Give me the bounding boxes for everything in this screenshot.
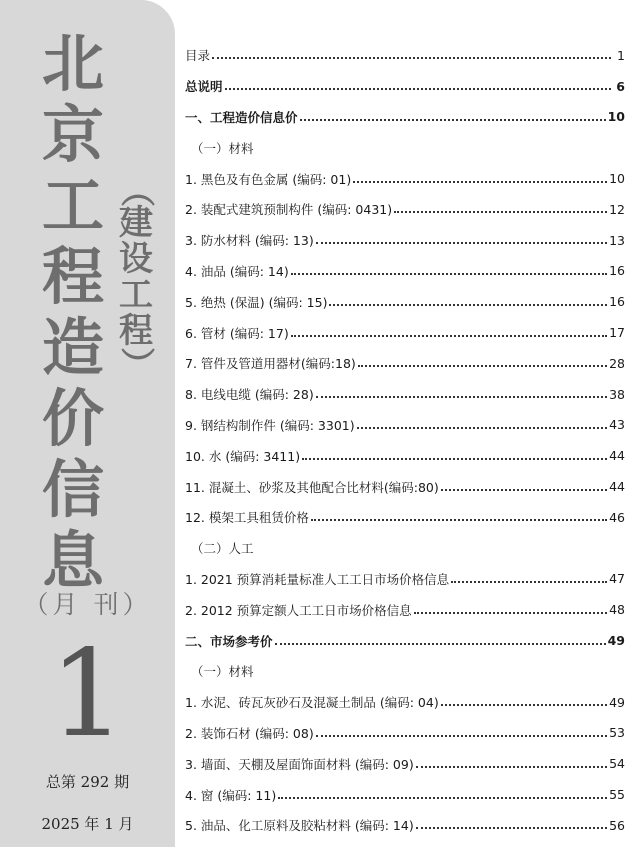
dot-leader bbox=[353, 181, 607, 183]
toc-entry-page: 56 bbox=[609, 817, 625, 833]
dot-leader bbox=[316, 735, 607, 737]
toc-entry-label: 2. 装配式建筑预制构件 (编码: 0431) bbox=[185, 202, 393, 218]
toc-entry[interactable] bbox=[185, 194, 625, 225]
toc-entry[interactable] bbox=[185, 256, 625, 287]
toc-entry-label: 2. 2012 预算定额人工工日市场价格信息 bbox=[185, 602, 412, 618]
toc-entry-page: 47 bbox=[609, 571, 625, 587]
toc-entry-label: 总说明 bbox=[185, 79, 223, 95]
toc-entry-label: 1. 黑色及有色金属 (编码: 01) bbox=[185, 171, 352, 187]
toc-entry-label: 9. 钢结构制作件 (编码: 3301) bbox=[185, 417, 355, 433]
dot-leader bbox=[316, 396, 607, 398]
toc-entry-label: （一）材料 bbox=[191, 140, 254, 156]
publication-subtitle bbox=[114, 175, 158, 379]
toc-entry[interactable] bbox=[185, 410, 625, 441]
toc-entry[interactable] bbox=[185, 225, 625, 256]
toc-entry-label: 3. 墙面、天棚及屋面饰面材料 (编码: 09) bbox=[185, 756, 414, 772]
toc-entry-page: 10 bbox=[607, 109, 625, 125]
toc-entry-label: 一、工程造价信息价 bbox=[185, 109, 298, 125]
toc-entry-label: （二）人工 bbox=[191, 541, 254, 557]
toc-entry-page: 16 bbox=[609, 294, 625, 310]
toc-entry-page: 53 bbox=[609, 725, 625, 741]
toc-entry[interactable] bbox=[185, 687, 625, 718]
toc-entry-label: 7. 管件及管道用器材(编码:18) bbox=[185, 356, 356, 372]
toc-entry[interactable] bbox=[185, 533, 625, 564]
dot-leader bbox=[451, 581, 607, 583]
toc-entry[interactable] bbox=[185, 286, 625, 317]
dot-leader bbox=[311, 519, 607, 521]
toc-entry-page: 48 bbox=[609, 602, 625, 618]
subtitle-char: （ bbox=[116, 173, 156, 207]
toc-entry-page: 46 bbox=[609, 509, 625, 525]
toc-entry[interactable] bbox=[185, 718, 625, 749]
total-issue: 总第 292 期 bbox=[45, 773, 130, 791]
toc-entry-page: 28 bbox=[609, 355, 625, 371]
title-char: 价 bbox=[41, 382, 104, 455]
title-char: 息 bbox=[41, 524, 104, 597]
toc-entry-label: 1. 水泥、砖瓦灰砂石及混凝土制品 (编码: 04) bbox=[185, 695, 439, 711]
toc-entry[interactable] bbox=[185, 748, 625, 779]
title-char: 造 bbox=[41, 311, 104, 384]
toc-entry-page: 55 bbox=[609, 787, 625, 803]
toc-entry-label: 目录 bbox=[185, 48, 211, 64]
publication-title bbox=[37, 28, 109, 596]
toc-entry[interactable] bbox=[185, 779, 625, 810]
toc-entry[interactable] bbox=[185, 40, 625, 71]
dot-leader bbox=[225, 88, 611, 90]
subtitle-char: ） bbox=[116, 347, 156, 381]
subtitle-char: 工 bbox=[119, 275, 153, 315]
toc-entry-label: 8. 电线电缆 (编码: 28) bbox=[185, 387, 314, 403]
toc-entry-page: 44 bbox=[609, 448, 625, 464]
toc-entry[interactable] bbox=[185, 810, 625, 841]
toc-entry-page: 49 bbox=[609, 694, 625, 710]
toc-entry-page: 54 bbox=[609, 756, 625, 772]
toc-entry-page: 49 bbox=[607, 633, 625, 649]
subtitle-char: 建 bbox=[119, 203, 153, 243]
toc-entry-label: 4. 油品 (编码: 14) bbox=[185, 263, 289, 279]
dot-leader bbox=[416, 766, 607, 768]
dot-leader bbox=[300, 119, 606, 121]
toc-entry[interactable] bbox=[185, 471, 625, 502]
dot-leader bbox=[275, 643, 606, 645]
dot-leader bbox=[316, 242, 607, 244]
toc-entry-page: 38 bbox=[609, 386, 625, 402]
dot-leader bbox=[302, 458, 607, 460]
dot-leader bbox=[329, 304, 607, 306]
toc-entry-page: 13 bbox=[609, 232, 625, 248]
dot-leader bbox=[357, 427, 607, 429]
dot-leader bbox=[291, 335, 607, 337]
dot-leader bbox=[441, 489, 607, 491]
title-char: 北 bbox=[41, 27, 104, 100]
toc-entry-label: 3. 防水材料 (编码: 13) bbox=[185, 233, 314, 249]
toc-entry-page: 6 bbox=[616, 78, 625, 94]
toc-entry[interactable] bbox=[185, 594, 625, 625]
toc-entry-label: 4. 窗 (编码: 11) bbox=[185, 787, 277, 803]
dot-leader bbox=[291, 273, 607, 275]
issue-date: 2025 年 1 月 bbox=[41, 815, 134, 833]
title-char: 京 bbox=[41, 98, 104, 171]
dot-leader bbox=[394, 211, 607, 213]
dot-leader bbox=[416, 827, 607, 829]
toc-entry[interactable] bbox=[185, 625, 625, 656]
toc-entry[interactable] bbox=[185, 317, 625, 348]
dot-leader bbox=[441, 704, 607, 706]
dot-leader bbox=[212, 57, 611, 59]
toc-entry-label: 5. 绝热 (保温) (编码: 15) bbox=[185, 294, 328, 310]
title-char: 程 bbox=[41, 240, 104, 313]
toc-entry-label: 二、市场参考价 bbox=[185, 633, 273, 649]
toc-entry-label: 5. 油品、化工原料及胶粘材料 (编码: 14) bbox=[185, 818, 414, 834]
toc-entry-page: 1 bbox=[617, 47, 625, 63]
title-char: 工 bbox=[41, 169, 104, 242]
toc-entry[interactable] bbox=[185, 163, 625, 194]
title-char: 信 bbox=[41, 453, 104, 526]
toc-entry[interactable] bbox=[185, 132, 625, 163]
toc-entry-page: 43 bbox=[609, 417, 625, 433]
toc-entry-page: 44 bbox=[609, 479, 625, 495]
periodical-label: （月 刊） bbox=[23, 590, 152, 619]
dot-leader bbox=[358, 365, 607, 367]
toc-entry-label: 11. 混凝土、砂浆及其他配合比材料(编码:80) bbox=[185, 479, 439, 495]
subtitle-char: 设 bbox=[119, 239, 153, 279]
toc-entry[interactable] bbox=[185, 348, 625, 379]
toc-entry[interactable] bbox=[185, 440, 625, 471]
toc-entry-label: 2. 装饰石材 (编码: 08) bbox=[185, 725, 314, 741]
toc-entry-page: 16 bbox=[609, 263, 625, 279]
toc-entry[interactable] bbox=[185, 379, 625, 410]
dot-leader bbox=[414, 612, 607, 614]
dot-leader bbox=[278, 797, 607, 799]
table-of-contents bbox=[185, 40, 625, 841]
toc-entry-label: 12. 模架工具租赁价格 bbox=[185, 510, 309, 526]
toc-entry-label: 10. 水 (编码: 3411) bbox=[185, 448, 301, 464]
toc-entry-label: 1. 2021 预算消耗量标准人工工日市场价格信息 bbox=[185, 571, 450, 587]
toc-entry[interactable] bbox=[185, 502, 625, 533]
toc-entry-page: 10 bbox=[609, 171, 625, 187]
toc-entry-label: （一）材料 bbox=[191, 664, 254, 680]
toc-entry[interactable] bbox=[185, 564, 625, 595]
toc-entry-page: 17 bbox=[609, 325, 625, 341]
toc-entry[interactable] bbox=[185, 71, 625, 102]
toc-entry[interactable] bbox=[185, 102, 625, 133]
toc-entry-label: 6. 管材 (编码: 17) bbox=[185, 325, 289, 341]
subtitle-char: 程 bbox=[119, 311, 153, 351]
toc-entry[interactable] bbox=[185, 656, 625, 687]
toc-entry-page: 12 bbox=[609, 201, 625, 217]
cover-sidebar bbox=[0, 0, 175, 847]
issue-number: 1 bbox=[49, 625, 126, 764]
